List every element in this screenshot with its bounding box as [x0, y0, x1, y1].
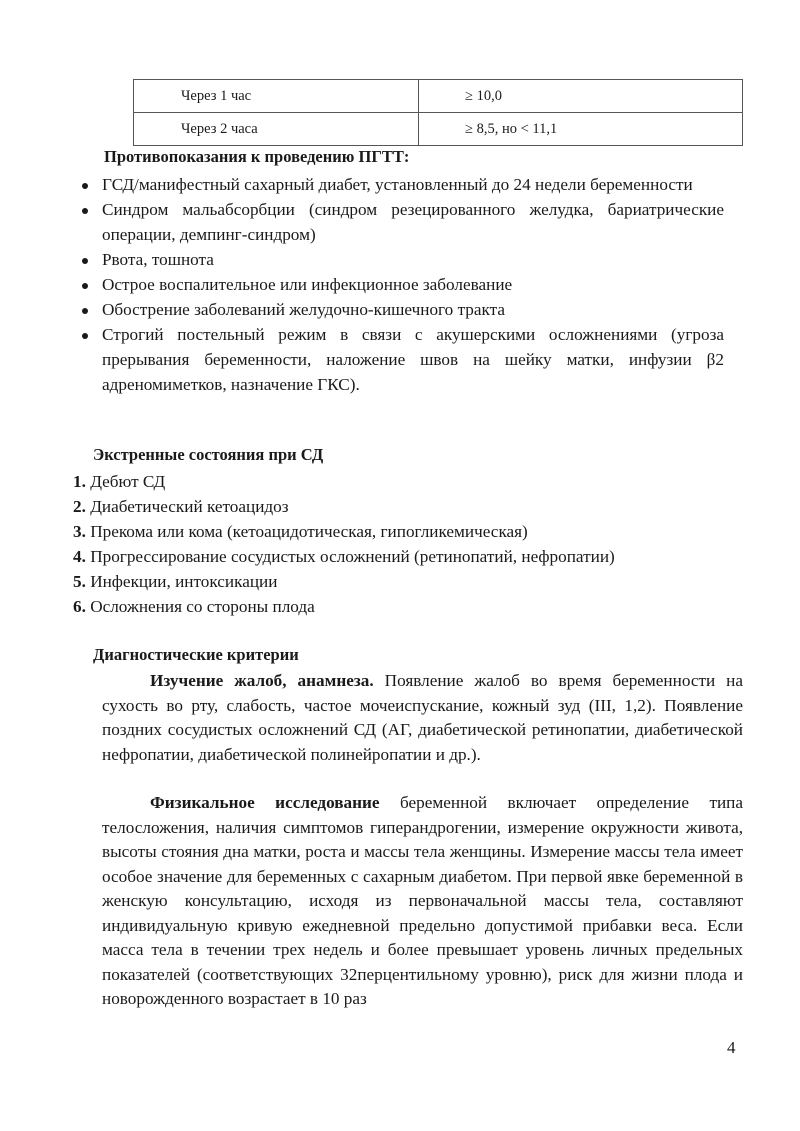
- list-item: [73, 469, 753, 494]
- table-cell-value: ≥ 8,5, но < 11,1: [419, 113, 743, 146]
- table-cell-time: Через 1 час: [134, 80, 419, 113]
- list-item-text: Дебют СД: [90, 472, 166, 491]
- list-item: [73, 544, 753, 569]
- bullet-icon: [82, 308, 88, 314]
- table-row: [134, 80, 743, 113]
- emergency-list: [73, 469, 753, 619]
- emergency-heading: Экстренные состояния при СД: [93, 445, 324, 464]
- bullet-icon: [82, 333, 88, 339]
- complaints-paragraph: [102, 669, 743, 767]
- paragraph-lead: Физикальное исследование: [150, 793, 380, 812]
- list-item: [78, 272, 724, 297]
- list-item-text: Синдром мальабсорбции (синдром резецированного желудка, бариатрические операции, демпинг-синдром): [102, 200, 724, 244]
- list-item-text: Обострение заболеваний желудочно-кишечного тракта: [102, 300, 505, 319]
- contraindications-heading: Противопоказания к проведению ПГТТ:: [104, 147, 410, 166]
- list-item-text: Прекома или кома (кетоацидотическая, гипогликемическая): [90, 522, 528, 541]
- list-number: 5.: [73, 572, 86, 591]
- table-row: [134, 113, 743, 146]
- contraindications-list: [78, 172, 724, 397]
- bullet-icon: [82, 183, 88, 189]
- list-item-text: Диабетический кетоацидоз: [90, 497, 289, 516]
- paragraph-text: Появление жалоб во время беременности на сухость во рту, слабость, частое мочеиспускание, кожный зуд (III, 1,2). Появление поздних сосудистых осложнений СД (АГ, диабетической ретинопатии, диабетической нефропатии, диабетической полинейропатии и др.).: [102, 671, 743, 764]
- list-number: 1.: [73, 472, 86, 491]
- list-number: 2.: [73, 497, 86, 516]
- diagnostics-heading: Диагностические критерии: [93, 645, 299, 664]
- page-number: 4: [727, 1038, 736, 1057]
- list-number: 6.: [73, 597, 86, 616]
- list-item: [78, 247, 724, 272]
- list-item-text: Прогрессирование сосудистых осложнений (ретинопатий, нефропатии): [90, 547, 615, 566]
- list-item: [78, 322, 724, 397]
- list-item: [73, 494, 753, 519]
- list-item: [73, 519, 753, 544]
- list-item-text: Острое воспалительное или инфекционное заболевание: [102, 275, 513, 294]
- list-item-text: Осложнения со стороны плода: [90, 597, 315, 616]
- table-cell-value: ≥ 10,0: [419, 80, 743, 113]
- bullet-icon: [82, 283, 88, 289]
- list-item: [73, 594, 753, 619]
- list-item-text: Инфекции, интоксикации: [90, 572, 278, 591]
- paragraph-text: беременной включает определение типа телосложения, наличия симптомов гиперандрогении, измерение окружности живота, высоты стояния дна матки, роста и массы тела женщины. Измерение массы тела имеет особое значение для беременных с сахарным диабетом. При первой явке беременной в женскую консультацию, исходя из первоначальной массы тела, составляют индивидуальную кривую ежедневной предельно допустимой прибавки веса. Если масса тела в течении трех недель и более превышает уровень личных предельных показателей (соответствующих 32перцентильному уровню), риск для жизни плода и новорожденного возрастает в 10 раз: [102, 793, 743, 1008]
- table-cell-time: Через 2 часа: [134, 113, 419, 146]
- list-item-text: Рвота, тошнота: [102, 250, 214, 269]
- gtt-table: [133, 79, 743, 146]
- list-item-text: ГСД/манифестный сахарный диабет, установленный до 24 недели беременности: [102, 175, 693, 194]
- physical-exam-paragraph: [102, 791, 743, 1012]
- paragraph-lead: Изучение жалоб, анамнеза.: [150, 671, 374, 690]
- bullet-icon: [82, 208, 88, 214]
- list-item: [78, 297, 724, 322]
- list-number: 3.: [73, 522, 86, 541]
- list-item: [78, 172, 724, 197]
- list-item: [73, 569, 753, 594]
- list-item-text: Строгий постельный режим в связи с акушерскими осложнениями (угроза прерывания беременности, наложение швов на шейку матки, инфузии β2 адреномиметков, назначение ГКС).: [102, 325, 724, 394]
- bullet-icon: [82, 258, 88, 264]
- list-number: 4.: [73, 547, 86, 566]
- list-item: [78, 197, 724, 247]
